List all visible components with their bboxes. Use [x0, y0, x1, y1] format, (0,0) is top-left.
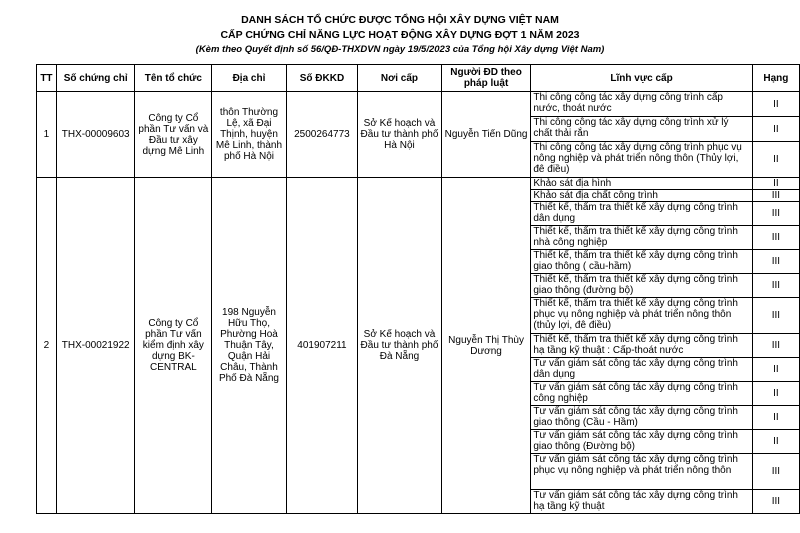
rank-cell: II [752, 178, 799, 190]
rank-cell: III [752, 190, 799, 202]
header-issuer: Nơi cấp [358, 65, 442, 92]
field-cell: Thiết kế, thẩm tra thiết kế xây dựng công trình dân dụng [531, 202, 752, 226]
header-field: Lĩnh vực cấp [531, 65, 752, 92]
rank-cell: III [752, 202, 799, 226]
field-cell: Tư vấn giám sát công tác xây dựng công trình công nghiệp [531, 382, 752, 406]
document-subtitle: (Kèm theo Quyết định số 56/QĐ-THXDVN ngày 19/5/2023 của Tổng hội Xây dựng Việt Nam) [195, 44, 605, 55]
header-cert-number: Số chứng chỉ [56, 65, 135, 92]
org-cert-number: THX-00021922 [56, 178, 135, 514]
header-rank: Hạng [752, 65, 799, 92]
field-cell: Khảo sát địa chất công trình [531, 190, 752, 202]
field-cell: Thiết kế, thẩm tra thiết kế xây dựng công trình giao thông ( cầu-hầm) [531, 250, 752, 274]
field-cell: Tư vấn giám sát công tác xây dựng công trình giao thông (Cầu - Hầm) [531, 406, 752, 430]
table-row [37, 92, 800, 117]
field-cell: Tư vấn giám sát công tác xây dựng công trình giao thông (Đường bộ) [531, 430, 752, 454]
field-cell: Thi công công tác xây dựng công trình cấp nước, thoát nước [531, 92, 752, 117]
rank-cell: III [752, 226, 799, 250]
org-address: 198 Nguyễn Hữu Thọ, Phường Hoà Thuận Tây, Quận Hải Châu, Thành Phố Đà Nẵng [212, 178, 286, 514]
org-legal-rep: Nguyễn Thị Thùy Dương [441, 178, 531, 514]
header-dkkd: Số ĐKKD [286, 65, 357, 92]
header-legal-rep: Người ĐD theo pháp luật [441, 65, 531, 92]
field-cell: Thi công công tác xây dựng công trình phục vụ nông nghiệp và phát triển nông thôn (Thủy lợi, đê điều) [531, 142, 752, 178]
certificate-table [36, 64, 800, 514]
field-cell: Tư vấn giám sát công tác xây dựng công trình phục vụ nông nghiệp và phát triển nông thôn [531, 454, 752, 490]
org-tt: 1 [37, 92, 57, 178]
org-tt: 2 [37, 178, 57, 514]
org-dkkd: 2500264773 [286, 92, 357, 178]
header-address: Địa chỉ [212, 65, 286, 92]
rank-cell: II [752, 358, 799, 382]
org-issuer: Sở Kế hoạch và Đầu tư thành phố Đà Nẵng [358, 178, 442, 514]
rank-cell: II [752, 406, 799, 430]
field-cell: Thiết kế, thẩm tra thiết kế xây dựng công trình phục vụ nông nghiệp và phát triển nông thôn (thủy lợi, đê điều) [531, 298, 752, 334]
rank-cell: II [752, 117, 799, 142]
field-cell: Tư vấn giám sát công tác xây dựng công trình hạ tầng kỹ thuật [531, 490, 752, 514]
org-name: Công ty Cổ phần Tư vấn và Đầu tư xây dựng Mê Linh [135, 92, 212, 178]
org-legal-rep: Nguyễn Tiến Dũng [441, 92, 531, 178]
document-title-line1: DANH SÁCH TỔ CHỨC ĐƯỢC TỔNG HỘI XÂY DỰNG VIỆT NAM [241, 14, 559, 26]
org-cert-number: THX-00009603 [56, 92, 135, 178]
rank-cell: III [752, 250, 799, 274]
rank-cell: III [752, 298, 799, 334]
document-title-line2: CẤP CHỨNG CHỈ NĂNG LỰC HOẠT ĐỘNG XÂY DỰNG ĐỢT 1 NĂM 2023 [220, 29, 580, 41]
org-name: Công ty Cổ phần Tư vấn kiểm định xây dựng BK-CENTRAL [135, 178, 212, 514]
rank-cell: III [752, 454, 799, 490]
rank-cell: II [752, 92, 799, 117]
rank-cell: II [752, 430, 799, 454]
org-dkkd: 401907211 [286, 178, 357, 514]
field-cell: Tư vấn giám sát công tác xây dựng công trình dân dụng [531, 358, 752, 382]
org-address: thôn Thường Lệ, xã Đại Thịnh, huyện Mê Linh, thành phố Hà Nội [212, 92, 286, 178]
field-cell: Thiết kế, thẩm tra thiết kế xây dựng công trình giao thông (đường bộ) [531, 274, 752, 298]
table-header-row [37, 65, 800, 92]
rank-cell: II [752, 382, 799, 406]
field-cell: Thiết kế, thẩm tra thiết kế xây dựng công trình nhà công nghiệp [531, 226, 752, 250]
field-cell: Khảo sát địa hình [531, 178, 752, 190]
org-issuer: Sở Kế hoạch và Đầu tư thành phố Hà Nội [358, 92, 442, 178]
rank-cell: II [752, 142, 799, 178]
table-row [37, 178, 800, 190]
header-tt: TT [37, 65, 57, 92]
field-cell: Thi công công tác xây dựng công trình xử lý chất thải rắn [531, 117, 752, 142]
rank-cell: III [752, 274, 799, 298]
field-cell: Thiết kế, thẩm tra thiết kế xây dựng công trình hạ tầng kỹ thuật : Cấp-thoát nước [531, 334, 752, 358]
header-org-name: Tên tổ chức [135, 65, 212, 92]
rank-cell: III [752, 334, 799, 358]
rank-cell: III [752, 490, 799, 514]
